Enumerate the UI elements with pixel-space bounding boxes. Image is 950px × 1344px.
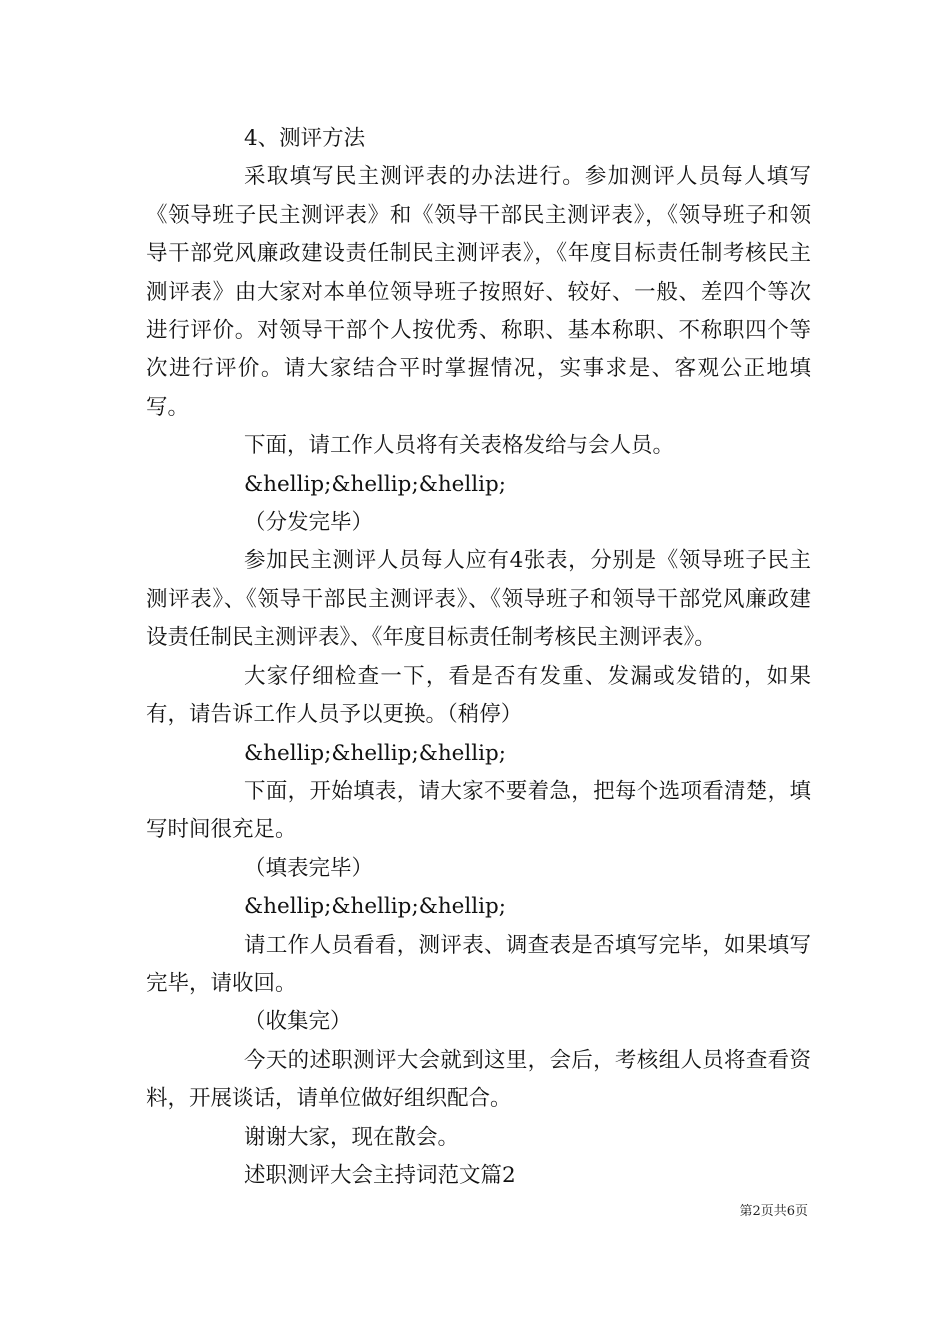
paragraph: 下面，开始填表，请大家不要着急，把每个选项看清楚，填写时间很充足。 <box>146 778 811 843</box>
paragraph: 采取填写民主测评表的办法进行。参加测评人员每人填写《领导班子民主测评表》和《领导干部民主测评表》，《领导班子和领导干部党风廉政建设责任制民主测评表》，《年度目标责任制考核民主测评表》由大家对本单位领导班子按照好、较好、一般、差四个等次进行评价。对领导干部个人按优秀、称职、基本称职、不称职四个等次进行评价。请大家结合平时掌握情况，实事求是、客观公正地填写。 <box>146 164 811 420</box>
section-title-next: 述职测评大会主持词范文篇2 <box>244 1162 516 1188</box>
section-heading: 4、测评方法 <box>244 126 366 151</box>
stage-direction: （填表完毕） <box>244 855 374 881</box>
paragraph: 大家仔细检查一下，看是否有发重、发漏或发错的，如果有，请告诉工作人员予以更换。（稍停） <box>146 663 811 728</box>
stage-direction: （分发完毕） <box>244 510 374 536</box>
ellipsis-line: &hellip;&hellip;&hellip; <box>244 471 507 497</box>
paragraph: 参加民主测评人员每人应有4张表，分别是《领导班子民主测评表》、《领导干部民主测评表》、《领导班子和领导干部党风廉政建设责任制民主测评表》、《年度目标责任制考核民主测评表》。 <box>146 548 811 651</box>
page-number-footer: 第2页共6页 <box>739 1204 808 1219</box>
stage-direction: （收集完） <box>244 1009 352 1035</box>
paragraph: 请工作人员看看，测评表、调查表是否填写完毕，如果填写完毕，请收回。 <box>146 932 811 996</box>
paragraph: 下面，请工作人员将有关表格发给与会人员。 <box>244 433 675 459</box>
document-body <box>146 120 811 1195</box>
paragraph: 今天的述职测评大会就到这里，会后，考核组人员将查看资料，开展谈话，请单位做好组织配合。 <box>146 1047 811 1112</box>
paragraph: 谢谢大家，现在散会。 <box>244 1124 460 1150</box>
ellipsis-line: &hellip;&hellip;&hellip; <box>244 740 507 766</box>
ellipsis-line: &hellip;&hellip;&hellip; <box>244 894 507 920</box>
